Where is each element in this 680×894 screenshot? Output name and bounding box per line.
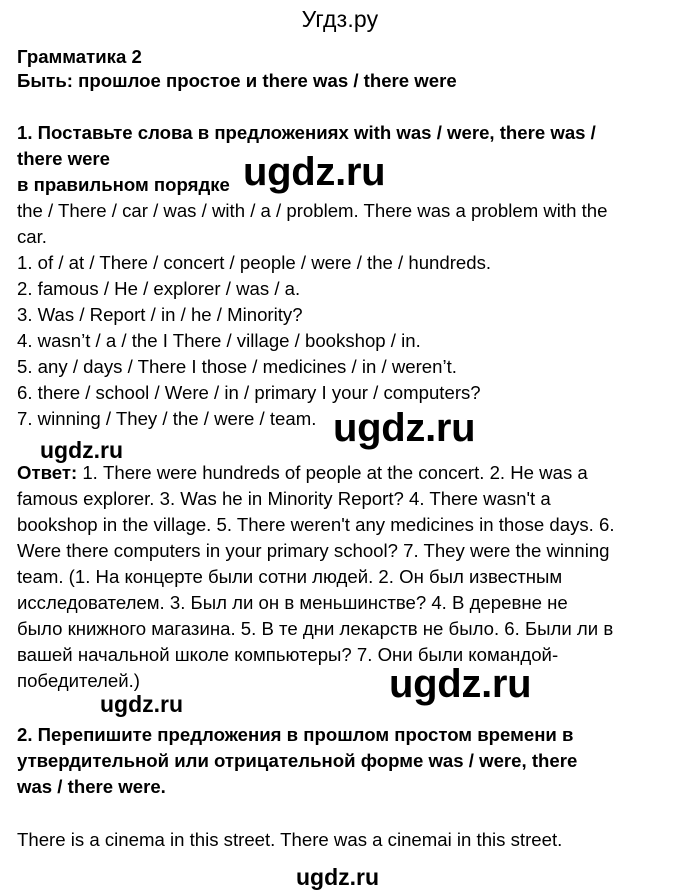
answer-line: famous explorer. 3. Was he in Minority Report? 4. There wasn't a (17, 488, 551, 509)
answer-line: победителей.) (17, 670, 140, 691)
exercise1-line: 3. Was / Report / in / he / Minority? (17, 304, 303, 325)
exercise1-line: 4. wasn’t / a / the I There / village / bookshop / in. (17, 330, 421, 351)
answer-line: bookshop in the village. 5. There weren't any medicines in those days. 6. (17, 514, 615, 535)
exercise2-title-line1: 2. Перепишите предложения в прошлом простом времени в (17, 724, 574, 745)
grammar-subheading: Быть: прошлое простое и there was / there were (17, 70, 457, 91)
answer-line: вашей начальной школе компьютеры? 7. Они были командой- (17, 644, 559, 665)
exercise1-line: 7. winning / They / the / were / team. (17, 408, 317, 429)
answer-line: Were there computers in your primary school? 7. They were the winning (17, 540, 610, 561)
exercise1-title-line3: в правильном порядке (17, 174, 230, 195)
exercise1-line: 1. of / at / There / concert / people / were / the / hundreds. (17, 252, 492, 273)
watermark: ugdz.ru (333, 406, 476, 450)
answer-line-first (17, 460, 588, 486)
exercise1-title-line2: there were (17, 148, 111, 169)
grammar-heading: Грамматика 2 (17, 46, 142, 67)
exercise1-line: car. (17, 226, 47, 247)
watermark: ugdz.ru (243, 150, 386, 194)
exercise1-line: 5. any / days / There I those / medicines / in / weren’t. (17, 356, 457, 377)
site-title: Угдз.ру (301, 6, 379, 32)
answer-line: team. (1. На концерте были сотни людей. 2. Он был известным (17, 566, 563, 587)
exercise1-line: the / There / car / was / with / a / problem. There was a problem with the (17, 200, 608, 221)
answer-line: исследователем. 3. Был ли он в меньшинстве? 4. В деревне не (17, 592, 568, 613)
exercise2-example: There is a cinema in this street. There was a cinemai in this street. (17, 829, 563, 850)
exercise1-line: 6. there / school / Were / in / primary I your / computers? (17, 382, 481, 403)
exercise2-title-line2: утвердительной или отрицательной форме was / were, there (17, 750, 578, 771)
answer-line: было книжного магазина. 5. В те дни лекарств не было. 6. Были ли в (17, 618, 614, 639)
watermark: ugdz.ru (296, 864, 380, 890)
watermark: ugdz.ru (40, 437, 124, 463)
answer-text: 1. There were hundreds of people at the concert. 2. He was a (77, 462, 588, 483)
answer-label: Ответ: (17, 462, 78, 483)
watermark: ugdz.ru (389, 662, 532, 706)
exercise2-title-line3: was / there were. (17, 776, 166, 797)
exercise1-title-line1: 1. Поставьте слова в предложениях with was / were, there was / (17, 122, 596, 143)
exercise1-line: 2. famous / He / explorer / was / a. (17, 278, 301, 299)
watermark: ugdz.ru (100, 691, 184, 717)
